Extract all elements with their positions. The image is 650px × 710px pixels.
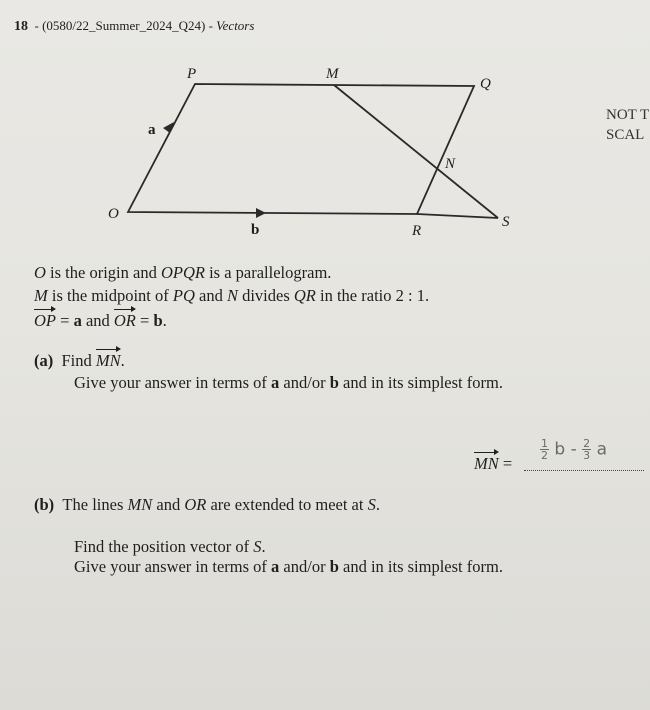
part-b-prompt: [34, 495, 380, 515]
label-s: S: [502, 214, 510, 230]
text: and: [194, 286, 227, 305]
bold-b: b: [329, 557, 339, 576]
text: =: [498, 454, 513, 473]
math-opqr: OPQR: [160, 263, 205, 282]
part-a-label: (a): [34, 351, 54, 370]
text: and in its simplest form.: [338, 557, 503, 576]
handwritten-minus: -: [570, 439, 577, 460]
arrow-b-icon: [256, 208, 266, 218]
label-b: b: [251, 222, 260, 238]
text: and: [81, 311, 114, 330]
line-m-to-s: [334, 85, 498, 218]
text: .: [375, 495, 380, 514]
text: is a parallelogram.: [204, 263, 332, 282]
parallelogram-opqr: [128, 84, 474, 214]
part-a-prompt: [34, 348, 125, 371]
denominator: 2: [541, 449, 548, 462]
math-m: M: [34, 286, 48, 305]
text: .: [120, 351, 125, 370]
label-q: Q: [480, 76, 491, 92]
label-n: N: [445, 156, 456, 172]
answer-label: [474, 451, 512, 474]
handwritten-a: a: [596, 439, 607, 460]
text: in the ratio 2 : 1.: [315, 286, 430, 305]
text: divides: [237, 286, 294, 305]
text: and: [152, 495, 185, 514]
math-n: N: [226, 286, 238, 305]
label-o: O: [108, 206, 119, 222]
handwritten-b: b: [554, 439, 566, 460]
math-s: S: [253, 537, 262, 556]
text: and/or: [279, 557, 330, 576]
math-pq: PQ: [172, 286, 195, 305]
text: is the origin and: [45, 263, 161, 282]
math-o: O: [34, 263, 46, 282]
bold-a: a: [271, 373, 280, 392]
text: .: [261, 537, 266, 556]
fraction-two-thirds: [582, 438, 591, 461]
fraction-one-half: [540, 438, 549, 461]
answer-line[interactable]: [524, 470, 644, 471]
vector-b: b: [153, 311, 163, 330]
text: =: [56, 311, 74, 330]
text: Find: [61, 351, 96, 370]
line-r-to-s: [417, 214, 498, 218]
text: are extended to meet at: [206, 495, 368, 514]
text: Give your answer in terms of: [74, 557, 272, 576]
math-or: OR: [184, 495, 207, 514]
math-s: S: [367, 495, 376, 514]
bold-a: a: [271, 557, 280, 576]
not-to-scale-note: [606, 105, 649, 145]
numerator: 2: [583, 437, 591, 450]
text: .: [162, 311, 167, 330]
intro-line-1: [34, 263, 331, 283]
vector-a: a: [73, 311, 82, 330]
vector-op: OP: [34, 308, 56, 331]
text: The lines: [62, 495, 128, 514]
question-code: (0580/22_Summer_2024_Q24): [42, 18, 206, 33]
text: Give your answer in terms of: [74, 373, 272, 392]
label-r: R: [412, 223, 422, 239]
question-number: 18: [14, 19, 28, 34]
question-topic: Vectors: [216, 18, 255, 33]
answer-vector-mn: MN: [474, 451, 499, 474]
handwritten-answer: [540, 438, 607, 461]
header-dash: -: [208, 18, 213, 33]
numerator: 1: [541, 437, 548, 450]
label-m: M: [326, 66, 339, 82]
part-b-instruction: [74, 557, 503, 577]
note-line: SCAL: [606, 127, 645, 143]
text: and in its simplest form.: [338, 373, 503, 392]
math-qr: QR: [293, 286, 316, 305]
text: Find the position vector of: [74, 537, 254, 556]
denominator: 3: [583, 449, 591, 462]
part-b-label: (b): [34, 495, 55, 514]
vector-mn: MN: [96, 348, 121, 371]
part-b-find: [74, 537, 266, 557]
intro-line-3: [34, 308, 167, 331]
header-dash: -: [34, 18, 39, 33]
text: =: [135, 311, 154, 330]
label-p: P: [187, 66, 197, 82]
part-a-instruction: [74, 373, 503, 393]
math-mn: MN: [127, 495, 153, 514]
text: is the midpoint of: [47, 286, 173, 305]
intro-line-2: [34, 286, 429, 306]
text: and/or: [279, 373, 330, 392]
vector-or: OR: [114, 308, 136, 331]
note-line: NOT T: [606, 107, 650, 123]
label-a: a: [148, 122, 156, 138]
bold-b: b: [329, 373, 339, 392]
